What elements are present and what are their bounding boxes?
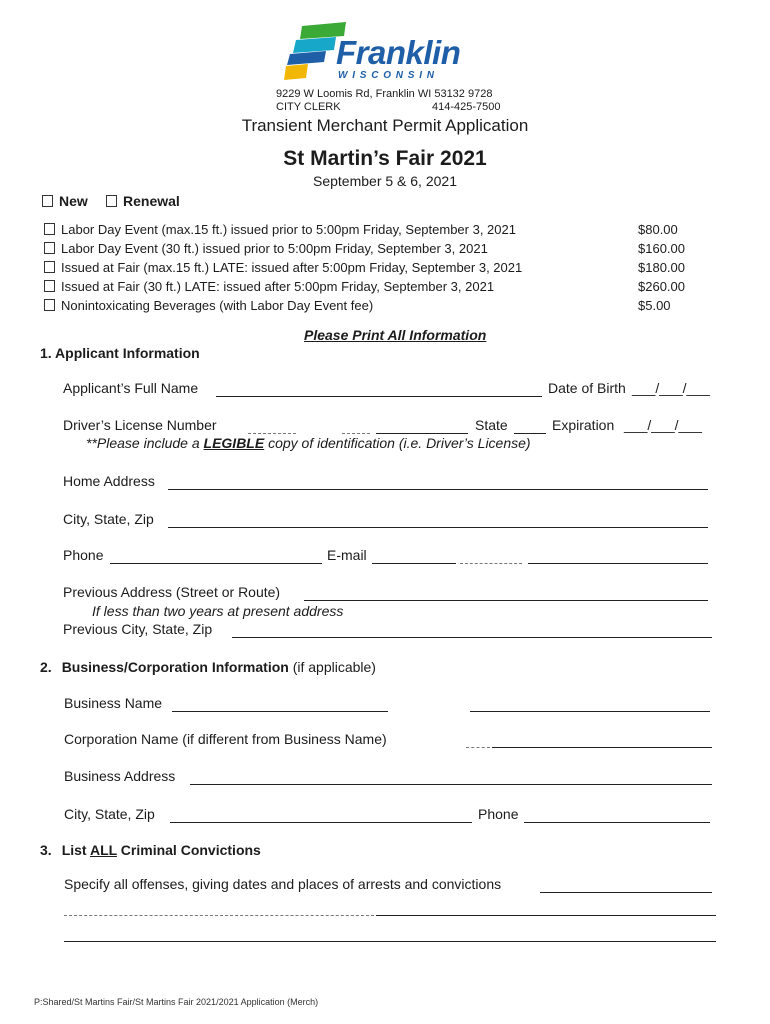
phone-field[interactable] — [110, 563, 322, 564]
convictions-field[interactable] — [64, 915, 374, 916]
fee-price: $260.00 — [638, 279, 685, 294]
prev-address-note: If less than two years at present address — [92, 603, 344, 619]
fee-label: Nonintoxicating Beverages (with Labor Day Event fee) — [61, 298, 374, 313]
fee-label: Issued at Fair (30 ft.) LATE: issued after 5:00pm Friday, September 3, 2021 — [61, 279, 495, 294]
convictions-field[interactable] — [540, 892, 712, 893]
fee-option[interactable] — [44, 241, 488, 256]
fee-option[interactable] — [44, 260, 522, 275]
checkbox-box[interactable] — [44, 223, 55, 235]
corporation-name-field[interactable] — [466, 747, 490, 748]
business-phone-field[interactable] — [524, 822, 710, 823]
email-field[interactable] — [528, 563, 708, 564]
business-name-label: Business Name — [64, 695, 163, 711]
convictions-field[interactable] — [376, 915, 716, 916]
expiration-label: Expiration — [552, 417, 615, 433]
renewal-checkbox[interactable] — [106, 193, 180, 209]
section3-title-all: ALL — [89, 842, 117, 858]
fee-option[interactable] — [44, 222, 516, 237]
franklin-logo — [284, 22, 484, 82]
section2-number: 2. — [40, 659, 52, 675]
business-city-field[interactable] — [170, 822, 472, 823]
section2-subtitle: (if applicable) — [288, 659, 376, 675]
new-checkbox[interactable] — [42, 193, 88, 209]
dob-field[interactable]: ___/___/___ — [632, 380, 710, 396]
checkbox-box[interactable] — [44, 261, 55, 273]
section3-title-post: Criminal Convictions — [116, 842, 261, 858]
email-field[interactable] — [372, 563, 456, 564]
id-note — [86, 435, 531, 451]
renewal-label: Renewal — [123, 193, 180, 209]
section3-number: 3. — [40, 842, 52, 858]
clerk-address: 9229 W Loomis Rd, Franklin WI 53132 9728 — [276, 88, 493, 100]
prev-address-label: Previous Address (Street or Route) — [63, 584, 281, 600]
logo-wordmark: Franklin — [336, 34, 461, 71]
phone-label: Phone — [63, 547, 104, 563]
corporation-name-label: Corporation Name (if different from Business Name) — [64, 731, 387, 747]
email-label: E-mail — [327, 547, 367, 563]
id-note-strong: LEGIBLE — [203, 435, 265, 451]
dob-label: Date of Birth — [548, 380, 626, 396]
business-name-field[interactable] — [172, 711, 388, 712]
checkbox-box[interactable] — [44, 280, 55, 292]
print-notice: Please Print All Information — [304, 327, 487, 343]
fee-price: $80.00 — [638, 222, 678, 237]
fee-label: Issued at Fair (max.15 ft.) LATE: issued after 5:00pm Friday, September 3, 2021 — [61, 260, 523, 275]
clerk-phone: 414-425-7500 — [432, 101, 501, 113]
form-title: Transient Merchant Permit Application — [241, 116, 529, 135]
event-dates: September 5 & 6, 2021 — [313, 173, 457, 189]
event-title: St Martin’s Fair 2021 — [283, 147, 487, 170]
checkbox-box[interactable] — [42, 195, 53, 207]
section3-heading — [40, 842, 261, 858]
section1-heading: 1. Applicant Information — [40, 345, 200, 361]
fee-price: $5.00 — [638, 298, 671, 313]
state-label: State — [475, 417, 508, 433]
home-address-label: Home Address — [63, 473, 155, 489]
email-field[interactable] — [460, 563, 522, 564]
business-name-field[interactable] — [470, 711, 710, 712]
fee-price: $180.00 — [638, 260, 685, 275]
clerk-office: CITY CLERK — [276, 101, 341, 113]
dl-field[interactable] — [376, 433, 468, 434]
id-note-suffix: copy of identification (i.e. Driver’s License) — [264, 435, 531, 451]
fee-price: $160.00 — [638, 241, 685, 256]
id-note-prefix: **Please include a — [86, 435, 204, 451]
dl-field[interactable] — [248, 433, 296, 434]
full-name-field[interactable] — [216, 396, 542, 397]
city-state-zip-field[interactable] — [168, 527, 708, 528]
city-state-zip-label: City, State, Zip — [63, 511, 154, 527]
business-phone-label: Phone — [478, 806, 519, 822]
convictions-instructions: Specify all offenses, giving dates and places of arrests and convictions — [64, 876, 502, 892]
prev-address-field[interactable] — [304, 600, 708, 601]
business-city-label: City, State, Zip — [64, 806, 155, 822]
full-name-label: Applicant’s Full Name — [63, 380, 199, 396]
fee-option[interactable] — [44, 279, 494, 294]
section3-title-pre: List — [61, 842, 90, 858]
footer-file-path: P:Shared/St Martins Fair/St Martins Fair 2021/2021 Application (Merch) — [34, 997, 319, 1007]
business-address-label: Business Address — [64, 768, 176, 784]
fee-label: Labor Day Event (max.15 ft.) issued prior to 5:00pm Friday, September 3, 2021 — [61, 222, 516, 237]
dl-label: Driver’s License Number — [63, 417, 217, 433]
checkbox-box[interactable] — [106, 195, 117, 207]
home-address-field[interactable] — [168, 489, 708, 490]
prev-city-label: Previous City, State, Zip — [63, 621, 213, 637]
convictions-field[interactable] — [64, 941, 716, 942]
checkbox-box[interactable] — [44, 242, 55, 254]
new-label: New — [59, 193, 88, 209]
logo-subtitle: W I S C O N S I N — [338, 70, 436, 81]
corporation-name-field[interactable] — [492, 747, 712, 748]
checkbox-box[interactable] — [44, 299, 55, 311]
business-address-field[interactable] — [190, 784, 712, 785]
fee-label: Labor Day Event (30 ft.) issued prior to 5:00pm Friday, September 3, 2021 — [61, 241, 488, 256]
dl-field[interactable] — [342, 433, 370, 434]
section2-title: Business/Corporation Information — [61, 659, 289, 675]
fee-option[interactable] — [44, 298, 373, 313]
state-field[interactable] — [514, 433, 546, 434]
section2-heading — [40, 659, 376, 675]
prev-city-field[interactable] — [232, 637, 712, 638]
expiration-field[interactable]: ___/___/___ — [624, 417, 702, 433]
